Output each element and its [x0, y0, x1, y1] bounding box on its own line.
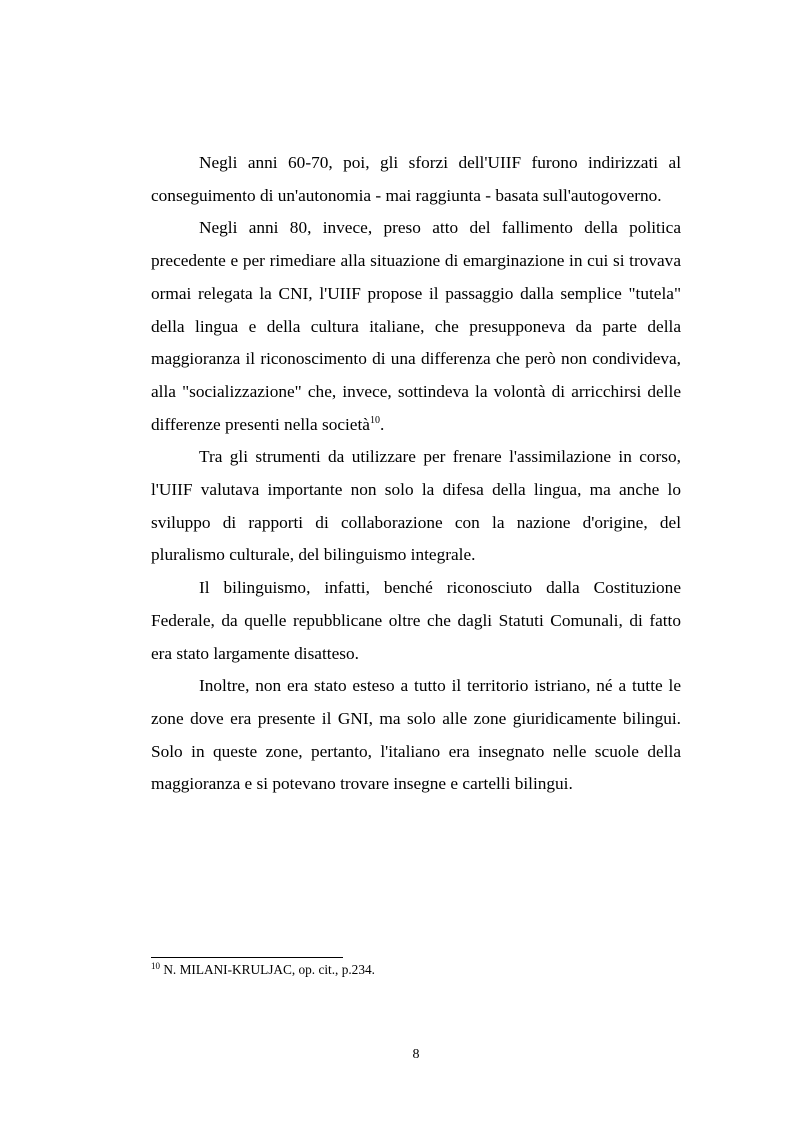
paragraph-5-text: Inoltre, non era stato esteso a tutto il territorio istriano, né a tutte le zone dove era presente il GNI, ma solo alle zone giuridicamente bilingui. Solo in queste zone, pertanto, l'italiano era insegnato nelle scuole della maggioranza e si potevano trovare insegne e cartelli bilingui. — [151, 676, 681, 794]
footnote-text: N. MILANI-KRULJAC, op. cit., p.234. — [160, 962, 375, 977]
paragraph-4 — [151, 572, 681, 670]
paragraph-2-text: Negli anni 80, invece, preso atto del fallimento della politica precedente e per rimediare alla situazione di emarginazione in cui si trovava ormai relegata la CNI, l'UIIF propose il passaggio dalla semplice "tutela" della lingua e della cultura italiane, che presupponeva da parte della maggioranza il riconoscimento di una differenza che però non condivideva, alla "socializzazione" che, invece, sottindeva la volontà di arricchirsi delle differenze presenti nella società — [151, 218, 681, 434]
paragraph-3 — [151, 441, 681, 572]
paragraph-1 — [151, 147, 681, 212]
paragraph-2-tail: . — [379, 414, 385, 434]
footnote-number: 10 — [151, 961, 160, 971]
body-text — [151, 147, 681, 801]
paragraph-2 — [151, 212, 681, 441]
paragraph-3-text: Tra gli strumenti da utilizzare per frenare l'assimilazione in corso, l'UIIF valutava importante non solo la difesa della lingua, ma anche lo sviluppo di rapporti di collaborazione con la nazione d'origine, del pluralismo culturale, del bilinguismo integrale. — [151, 447, 681, 565]
page-number: 8 — [412, 1047, 420, 1062]
paragraph-5 — [151, 670, 681, 801]
footnote-separator — [151, 957, 343, 958]
paragraph-1-text: Negli anni 60-70, poi, gli sforzi dell'UIIF furono indirizzati al conseguimento di un'autonomia - mai raggiunta - basata sull'autogoverno. — [151, 153, 681, 205]
footnote-reference[interactable]: 10 — [369, 414, 380, 426]
paragraph-4-text: Il bilinguismo, infatti, benché riconosciuto dalla Costituzione Federale, da quelle repubblicane oltre che dagli Statuti Comunali, di fatto era stato largamente disatteso. — [151, 578, 681, 663]
footnote — [151, 961, 681, 979]
